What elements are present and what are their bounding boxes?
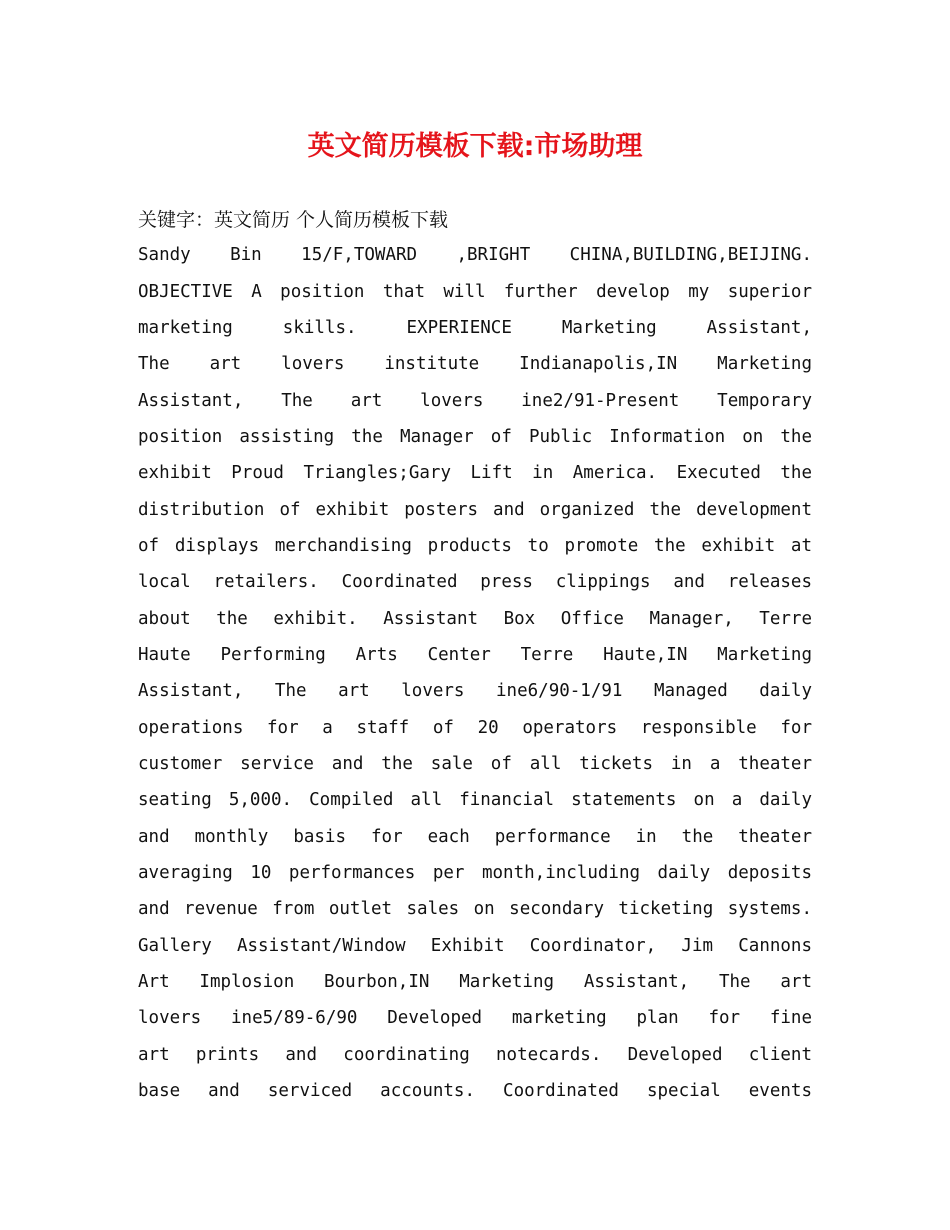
body-line: Assistant, The art lovers ine2/91-Present Temporary — [138, 391, 812, 411]
body-line: base and serviced accounts. Coordinated special events — [138, 1081, 812, 1101]
body-line: marketing skills. EXPERIENCE Marketing Assistant, — [138, 318, 812, 338]
body-line: position assisting the Manager of Public Information on the — [138, 427, 812, 447]
body-line: Haute Performing Arts Center Terre Haute,IN Marketing — [138, 645, 812, 665]
body-line: The art lovers institute Indianapolis,IN Marketing — [138, 354, 812, 374]
body-line: operations for a staff of 20 operators responsible for — [138, 718, 812, 738]
body-line: Assistant, The art lovers ine6/90-1/91 Managed daily — [138, 681, 812, 701]
body-line: lovers ine5/89-6/90 Developed marketing plan for fine — [138, 1008, 812, 1028]
body-line: local retailers. Coordinated press clippings and releases — [138, 572, 812, 592]
body-line: about the exhibit. Assistant Box Office Manager, Terre — [138, 609, 812, 629]
body-line: customer service and the sale of all tickets in a theater — [138, 754, 812, 774]
body-line: seating 5,000. Compiled all financial statements on a daily — [138, 790, 812, 810]
body-line: art prints and coordinating notecards. Developed client — [138, 1045, 812, 1065]
document-title: 英文简历模板下载:市场助理 — [307, 131, 643, 162]
body-line: Gallery Assistant/Window Exhibit Coordinator, Jim Cannons — [138, 936, 812, 956]
body-line: and revenue from outlet sales on secondary ticketing systems. — [138, 899, 812, 919]
body-line: exhibit Proud Triangles;Gary Lift in America. Executed the — [138, 463, 812, 483]
body-line: averaging 10 performances per month,including daily deposits — [138, 863, 812, 883]
body-line: of displays merchandising products to promote the exhibit at — [138, 536, 812, 556]
keywords-line: 关键字：英文简历 个人简历模板下载 — [138, 209, 449, 231]
body-line: distribution of exhibit posters and organized the development — [138, 500, 812, 520]
body-line: and monthly basis for each performance in the theater — [138, 827, 812, 847]
body-line: Art Implosion Bourbon,IN Marketing Assistant, The art — [138, 972, 812, 992]
body-line: OBJECTIVE A position that will further develop my superior — [138, 282, 812, 302]
body-line: Sandy Bin 15/F,TOWARD ,BRIGHT CHINA,BUILDING,BEIJING. — [138, 245, 812, 265]
